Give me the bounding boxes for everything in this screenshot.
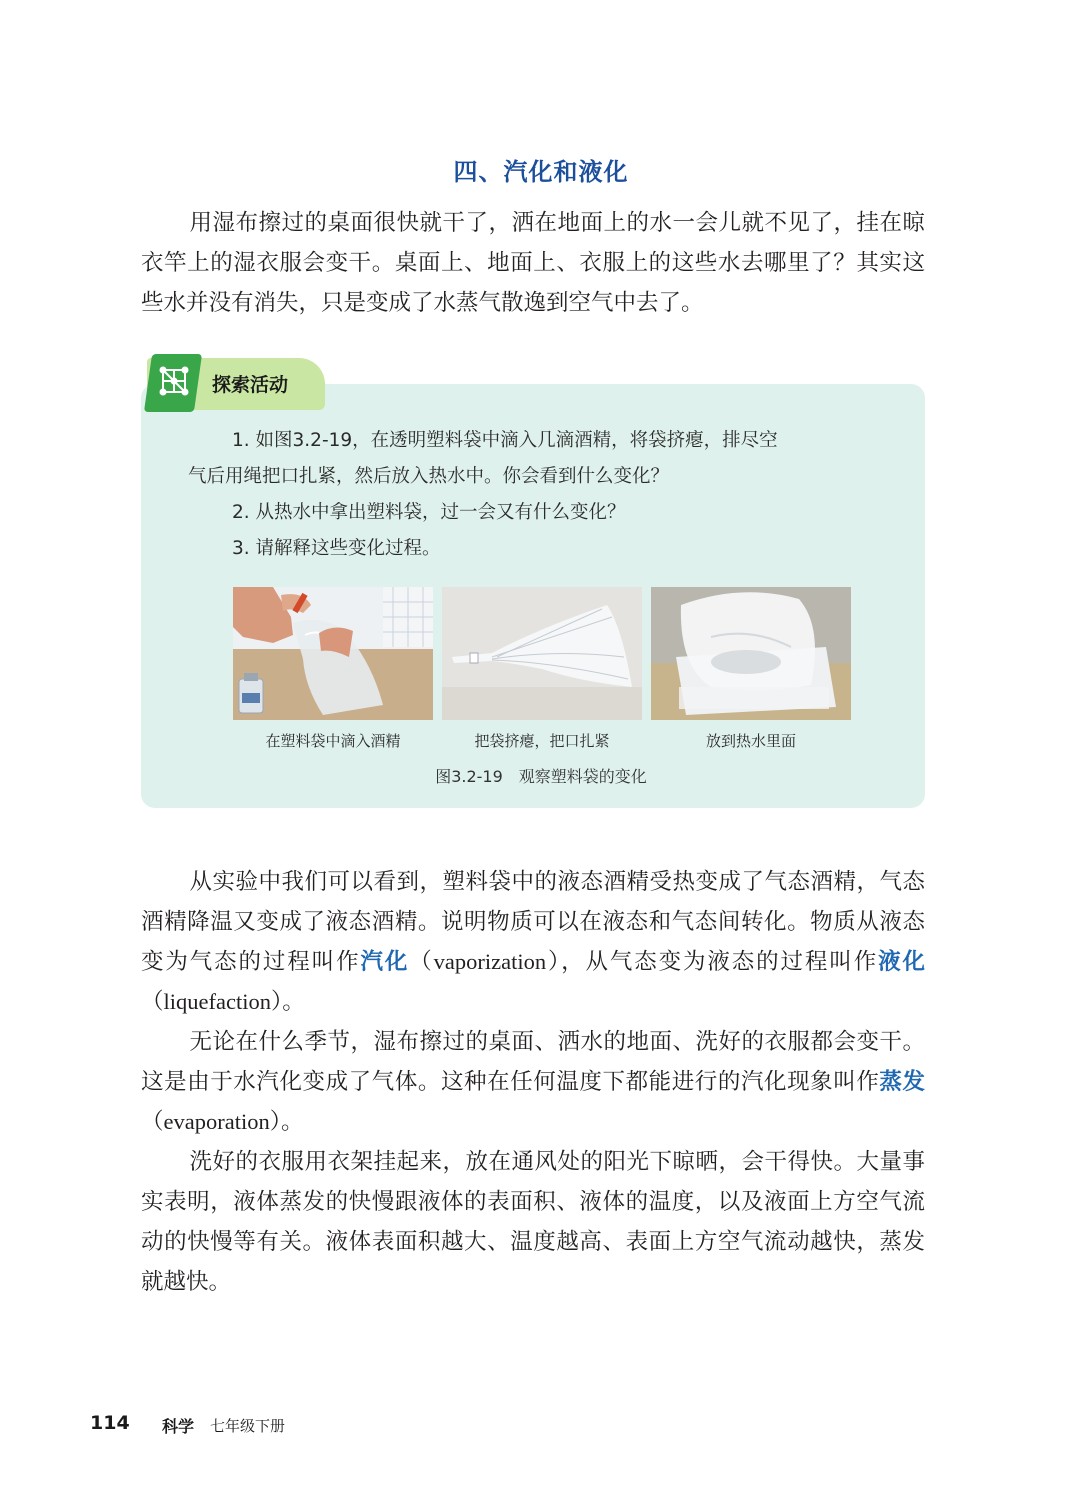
activity-question-2: 2. 从热水中拿出塑料袋，过一会又有什么变化？ <box>232 502 626 523</box>
activity-question-1-cont: 气后用绳把口扎紧，然后放入热水中。你会看到什么变化？ <box>188 466 670 487</box>
photo-caption-2: 把袋挤瘪，把口扎紧 <box>474 732 610 750</box>
p1-english-2: （liquefaction） <box>141 989 283 1014</box>
keyword-vaporization: 汽化 <box>360 949 410 975</box>
intro-text: 用湿布擦过的桌面很快就干了，洒在地面上的水一会儿就不见了，挂在晾衣竿上的湿衣服会变干。桌面上、地面上、衣服上的这些水去哪里了？其实这些水并没有消失，只是变成了水蒸气散逸到空气中去了。 <box>141 210 925 316</box>
activity-question-3: 3. 请解释这些变化过程。 <box>232 538 441 559</box>
keyword-evaporation: 蒸发 <box>879 1069 925 1095</box>
photo-caption-3: 放到热水里面 <box>705 732 796 750</box>
photo-dropping-alcohol <box>233 587 433 720</box>
p2-text-c: 。 <box>280 1109 304 1135</box>
activity-label: 探索活动 <box>212 374 289 396</box>
p1-text-a: 从实验中我们可以看到，塑料袋中的液态酒精受热变成了气态酒精，气态酒精降温又变成了液态酒精。说明物质可以在液态和气态间转化。物质从液态变为气态的过程叫作 <box>141 869 925 975</box>
figure-caption: 图3.2-19 观察塑料袋的变化 <box>435 767 647 786</box>
cube-network-icon <box>155 362 195 402</box>
p1-text-c: 。 <box>282 989 305 1015</box>
p2-english: （evaporation） <box>141 1109 281 1134</box>
photo-tied-bag <box>442 587 642 720</box>
p3-text: 洗好的衣服用衣架挂起来，放在通风处的阳光下晾晒，会干得快。大量事实表明，液体蒸发的快慢跟液体的表面积、液体的温度，以及液面上方空气流动的快慢等有关。液体表面积越大、温度越高、表面上方空气流动越快，蒸发就越快。 <box>141 1149 925 1295</box>
body-paragraph-1 <box>141 862 925 1022</box>
body-paragraph-3 <box>141 1142 925 1302</box>
activity-question-1: 1. 如图3.2-19，在透明塑料袋中滴入几滴酒精，将袋挤瘪，排尽空 <box>232 430 778 451</box>
footer-subject: 科学 <box>162 1417 195 1436</box>
intro-paragraph <box>141 203 925 323</box>
p2-text-a: 无论在什么季节，湿布擦过的桌面、洒水的地面、洗好的衣服都会变干。这是由于水汽化变成了气体。这种在任何温度下都能进行的汽化现象叫作 <box>141 1029 925 1095</box>
p1-english-1: （vaporization） <box>409 949 562 974</box>
section-title: 四、汽化和液化 <box>453 158 629 186</box>
keyword-liquefaction: 液化 <box>878 949 925 975</box>
photo-bag-hot-water <box>651 587 851 720</box>
footer-grade: 七年级下册 <box>210 1417 286 1435</box>
body-paragraph-2 <box>141 1022 925 1142</box>
photo-caption-1: 在塑料袋中滴入酒精 <box>265 732 401 750</box>
p1-text-b: ，从气态变为液态的过程叫作 <box>561 949 879 975</box>
page-number: 114 <box>90 1412 130 1434</box>
